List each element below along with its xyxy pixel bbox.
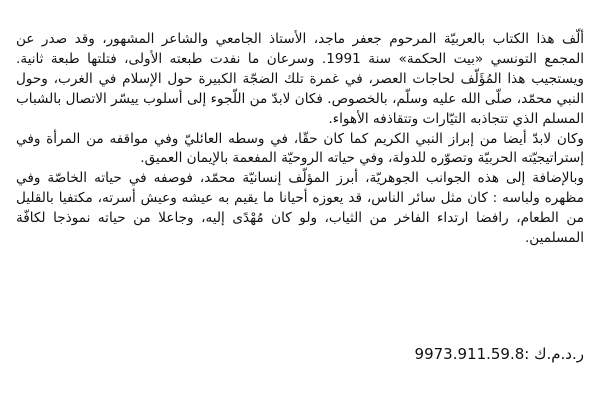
paragraph-2: وكان لابدّ أيضا من إبراز النبي الكريم كما كان حقّا، في وسطه العائليّ وفي مواقفه من المرأة وفي إستراتيجيّته الحربيّة وتصوّره للدولة، وفي حياته الروحيّة المفعمة بالإيمان العميق. bbox=[16, 130, 584, 167]
body-text bbox=[16, 30, 584, 249]
isbn-line: ر.د.م.ك :9973.911.59.8 bbox=[414, 345, 584, 363]
paragraph-3: وبالإضافة إلى هذه الجوانب الجوهريّة، أبرز المؤلّف إنسانيّة محمّد، فوصفه في حياته الخاصّة وفي مظهره ولباسه : كان مثل سائر الناس، قد يعوزه أحيانا ما يقيم به عيشه وعيش أسرته، مكتفيا بالقليل من الطعام، رافضا ارتداء الفاخر من الثياب، ولو كان مُهْدًى إليه، وجاعلا من حياته نموذجا لكافّة المسلمين. bbox=[16, 170, 584, 247]
paragraph-1: ألّف هذا الكتاب بالعربيّة المرحوم جعفر ماجد، الأستاذ الجامعي والشاعر المشهور، وقد صدر عن المجمع التونسي «بيت الحكمة» سنة 1991. وسرعان ما نفدت طبعته الأولى، فتلتها طبعة ثانية. ويستجيب هذا المُؤَلّف لحاجات العصر، في غمرة تلك الضجّة الكبيرة حول الإسلام في الغرب، وحول النبي محمّد، صلّى الله عليه وسلّم، بالخصوص. فكان لابدّ من اللّجوء إلى أسلوب ييسّر الاتصال بالشباب المسلم الذي تتجاذبه التيّارات وتتقاذفه الأهواء. bbox=[16, 31, 585, 127]
